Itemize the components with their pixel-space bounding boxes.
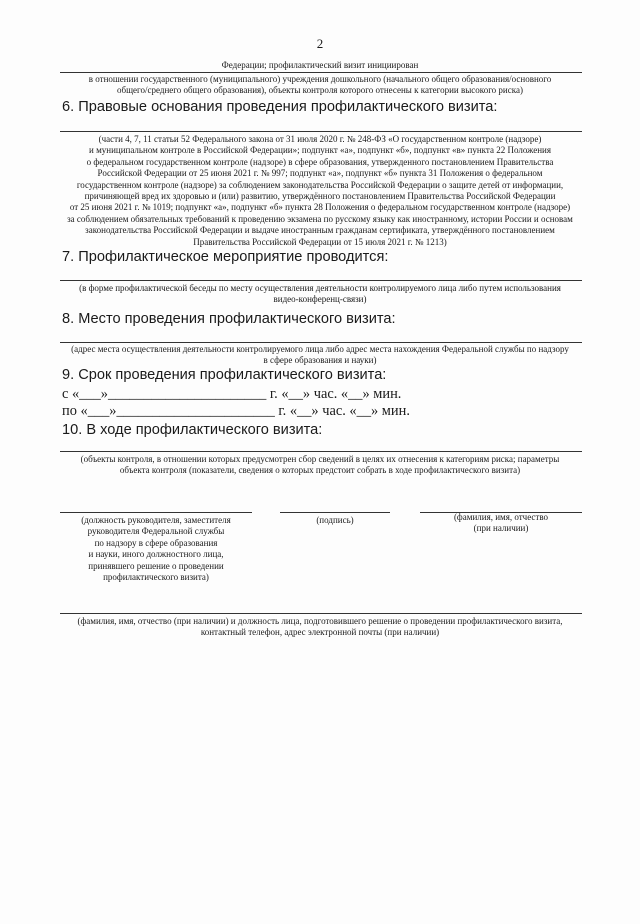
rule xyxy=(60,451,582,452)
rule xyxy=(60,613,582,614)
term-from-row: с «___»______________________ г. «__» час. «__» мин. xyxy=(62,386,402,402)
page-number: 2 xyxy=(316,36,324,51)
section-6-title: 6. Правовые основания проведения профилактического визита: xyxy=(62,99,498,115)
intro-line-1: Федерации; профилактический визит инициирован xyxy=(221,60,419,70)
note-line: видео-конференц-связи) xyxy=(273,294,367,305)
rule xyxy=(60,72,582,73)
note-line: Правительства Российской Федерации от 15 июля 2021 г. № 1213) xyxy=(193,236,447,247)
term-to-row: по «___»______________________ г. «__» час. «__» мин. xyxy=(62,403,410,419)
rule xyxy=(60,280,582,281)
position-signature-line xyxy=(60,512,252,513)
note-line: причиняющей вред их здоровью и (или) развитию, утверждённого постановлением Правительства Российской Федерации xyxy=(84,191,556,202)
section-7-note xyxy=(40,283,600,306)
note-line: государственном контроле (надзоре) за соблюдением законодательства Российской Федерации о защите детей от информации, xyxy=(76,179,564,190)
caption-line: (фамилия, имя, отчество xyxy=(453,512,549,522)
section-7-title: 7. Профилактическое мероприятие проводится: xyxy=(62,249,389,265)
note-line: Российской Федерации от 25 июня 2021 г. № 997; подпункт «а», подпункт «б» пункта 31 Положения о федеральном xyxy=(97,168,543,179)
section-8-note xyxy=(40,344,600,367)
caption-line: и науки, иного должностного лица, xyxy=(88,549,224,560)
note-line: (фамилия, имя, отчество (при наличии) и должность лица, подготовившего решение о проведении профилактического визита, xyxy=(77,616,563,626)
note-line: (адрес места осуществления деятельности контролируемого лица либо адрес места нахождения Федеральной службы по надзору xyxy=(71,344,569,354)
note-line: и муниципальном контроле в Российской Федерации»; подпункт «а», подпункт «б», подпункт «в» пункта 22 Положения xyxy=(89,145,551,156)
section-9-title: 9. Срок проведения профилактического визита: xyxy=(62,367,387,383)
caption-line: (при наличии) xyxy=(473,523,529,534)
note-line: в сфере образования и науки) xyxy=(263,355,377,366)
section-6-note xyxy=(40,134,600,248)
note-line: за соблюдением обязательных требований к проведению экзамена по русскому языку как иностранному, истории России и основам xyxy=(67,213,573,224)
note-line: объекта контроля (показатели, сведения о которых предстоит собрать в ходе профилактического визита) xyxy=(119,465,521,476)
caption-line: по надзору в сфере образования xyxy=(94,537,218,548)
preparer-note xyxy=(40,616,600,639)
note-line: (в форме профилактической беседы по месту осуществления деятельности контролируемого лица либо путем использования xyxy=(79,283,561,293)
note-line: о федеральном государственном контроле (надзоре) в сфере образования, утвержденного постановлением Правительства xyxy=(86,156,554,167)
note-line: контактный телефон, адрес электронной почты (при наличии) xyxy=(200,627,440,638)
section-8-title: 8. Место проведения профилактического визита: xyxy=(62,311,396,327)
intro-line-2: в отношении государственного (муниципального) учреждения дошкольного (начального общего образования/основного xyxy=(88,74,552,84)
caption-line: руководителя Федеральной службы xyxy=(87,526,225,537)
note-line: от 25 июня 2021 г. № 1019; подпункт «а», подпункт «б» пункта 28 Положения о федеральном государственном контроле (надзоре) xyxy=(69,202,571,213)
section-10-note xyxy=(40,454,600,477)
note-line: законодательства Российской Федерации и выдаче иностранным гражданам сертификата, утверждённого постановлением xyxy=(85,225,555,236)
caption-line: профилактического визита) xyxy=(103,572,209,583)
sign-caption: (подпись) xyxy=(316,515,354,525)
position-caption xyxy=(56,515,256,583)
note-line: (объекты контроля, в отношении которых предусмотрен сбор сведений в целях их отнесения к категориям риска; параметры xyxy=(80,454,560,464)
name-caption xyxy=(420,512,582,535)
sign-signature-line xyxy=(280,512,390,513)
note-line: (части 4, 7, 11 статьи 52 Федерального закона от 31 июля 2020 г. № 248-ФЗ «О государственном контроле (надзоре) xyxy=(98,134,542,144)
caption-line: (должность руководителя, заместителя xyxy=(81,515,231,525)
intro-line-3: общего/среднего общего образования), объекты контроля которого отнесены к категории высокого риска) xyxy=(117,85,523,95)
section-10-title: 10. В ходе профилактического визита: xyxy=(62,422,323,438)
caption-line: принявшего решение о проведении xyxy=(88,560,224,571)
rule xyxy=(60,131,582,132)
rule xyxy=(60,342,582,343)
